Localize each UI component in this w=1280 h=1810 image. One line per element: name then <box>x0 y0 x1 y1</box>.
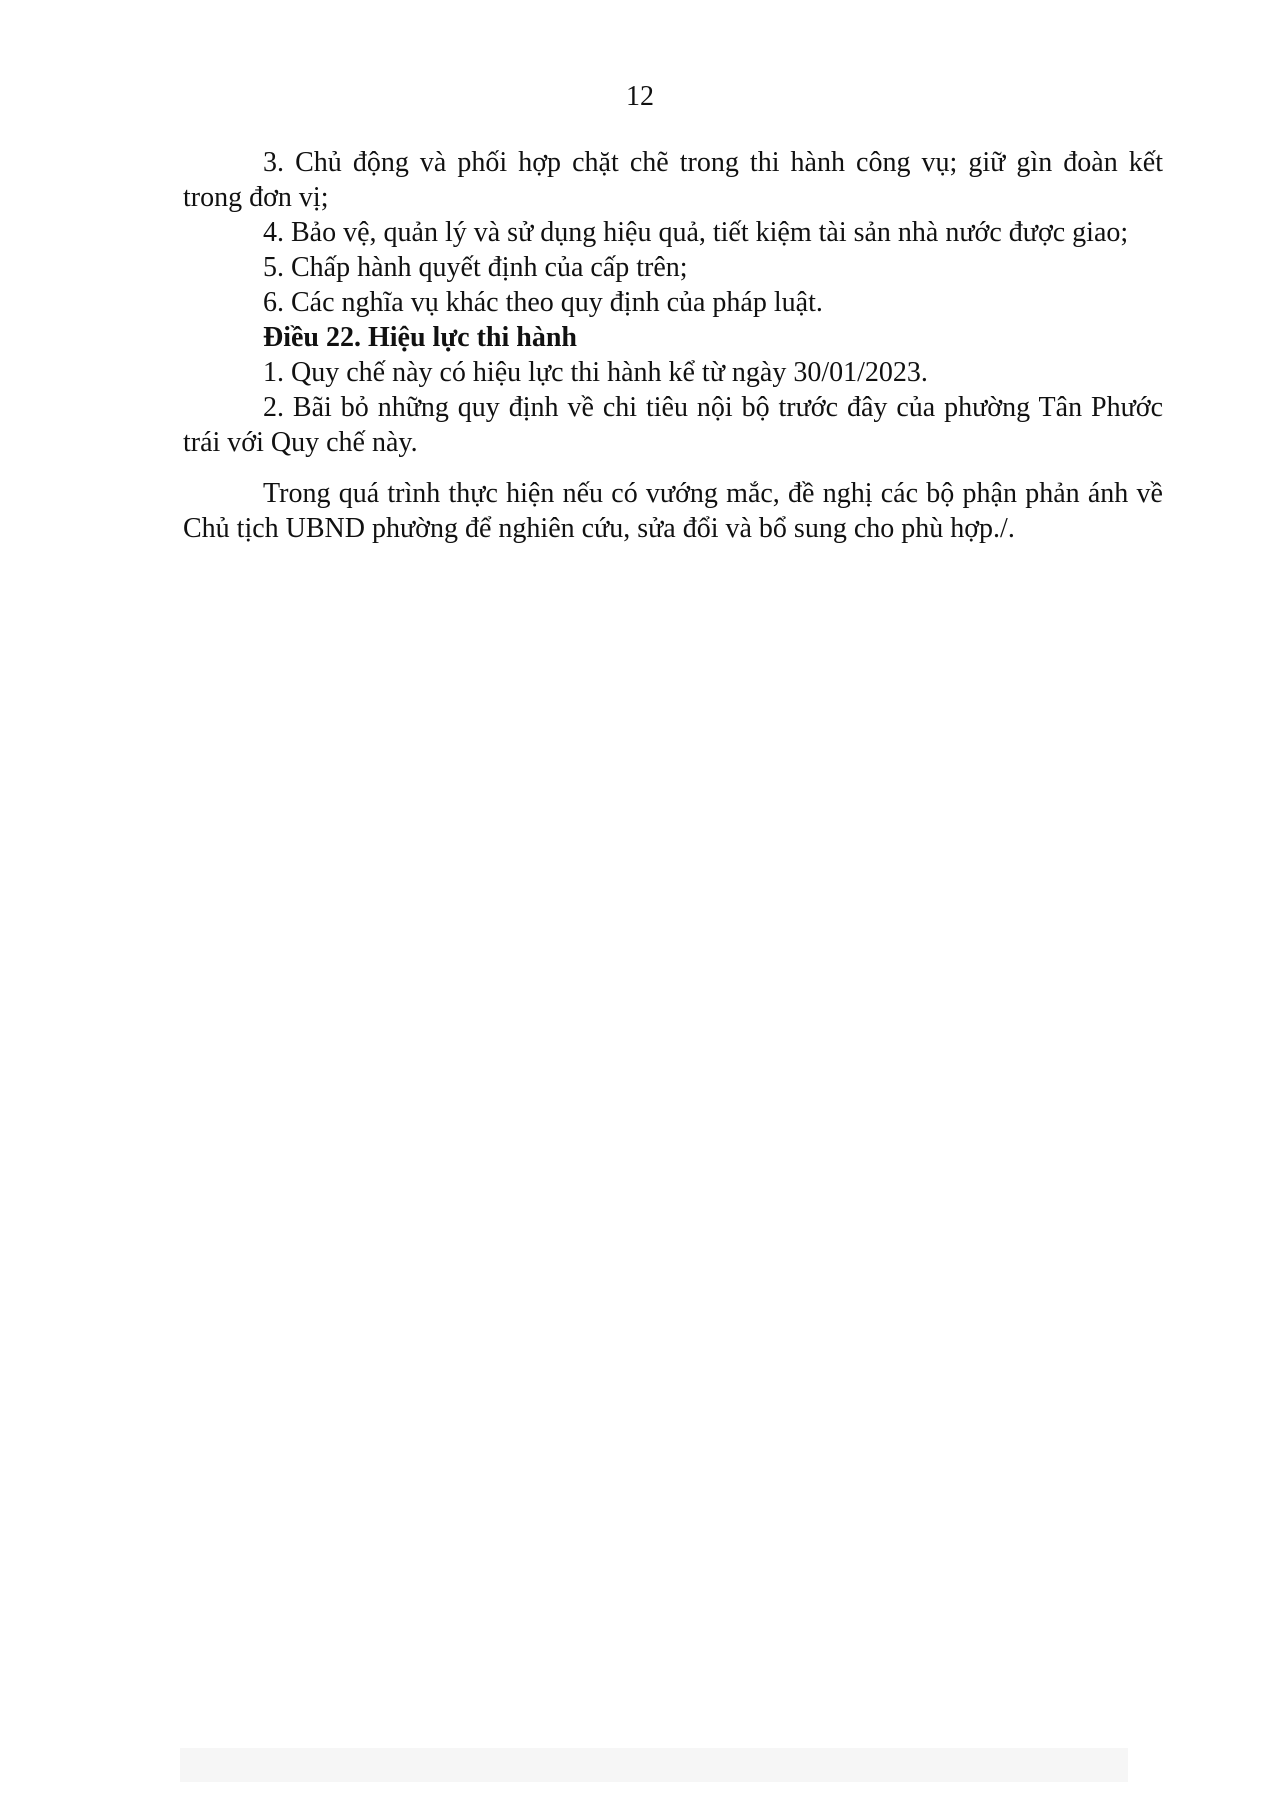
article-22-clause-1: 1. Quy chế này có hiệu lực thi hành kể từ ngày 30/01/2023. <box>263 357 928 388</box>
document-body <box>183 145 1163 546</box>
article-22-clause-2: 2. Bãi bỏ những quy định về chi tiêu nội bộ trước đây của phường Tân Phước trái với Quy chế này. <box>183 392 1163 458</box>
article-22-heading: Điều 22. Hiệu lực thi hành <box>263 322 577 353</box>
duty-item-5: 5. Chấp hành quyết định của cấp trên; <box>263 252 688 283</box>
page-number: 12 <box>626 81 654 112</box>
closing-paragraph: Trong quá trình thực hiện nếu có vướng mắc, đề nghị các bộ phận phản ánh về Chủ tịch UBND phường để nghiên cứu, sửa đổi và bổ sung cho phù hợp./. <box>183 478 1163 544</box>
duty-item-3: 3. Chủ động và phối hợp chặt chẽ trong thi hành công vụ; giữ gìn đoàn kết trong đơn vị; <box>183 147 1163 213</box>
footer-strip <box>180 1748 1128 1782</box>
duty-item-4: 4. Bảo vệ, quản lý và sử dụng hiệu quả, tiết kiệm tài sản nhà nước được giao; <box>263 217 1129 248</box>
duty-item-6: 6. Các nghĩa vụ khác theo quy định của pháp luật. <box>263 287 823 318</box>
